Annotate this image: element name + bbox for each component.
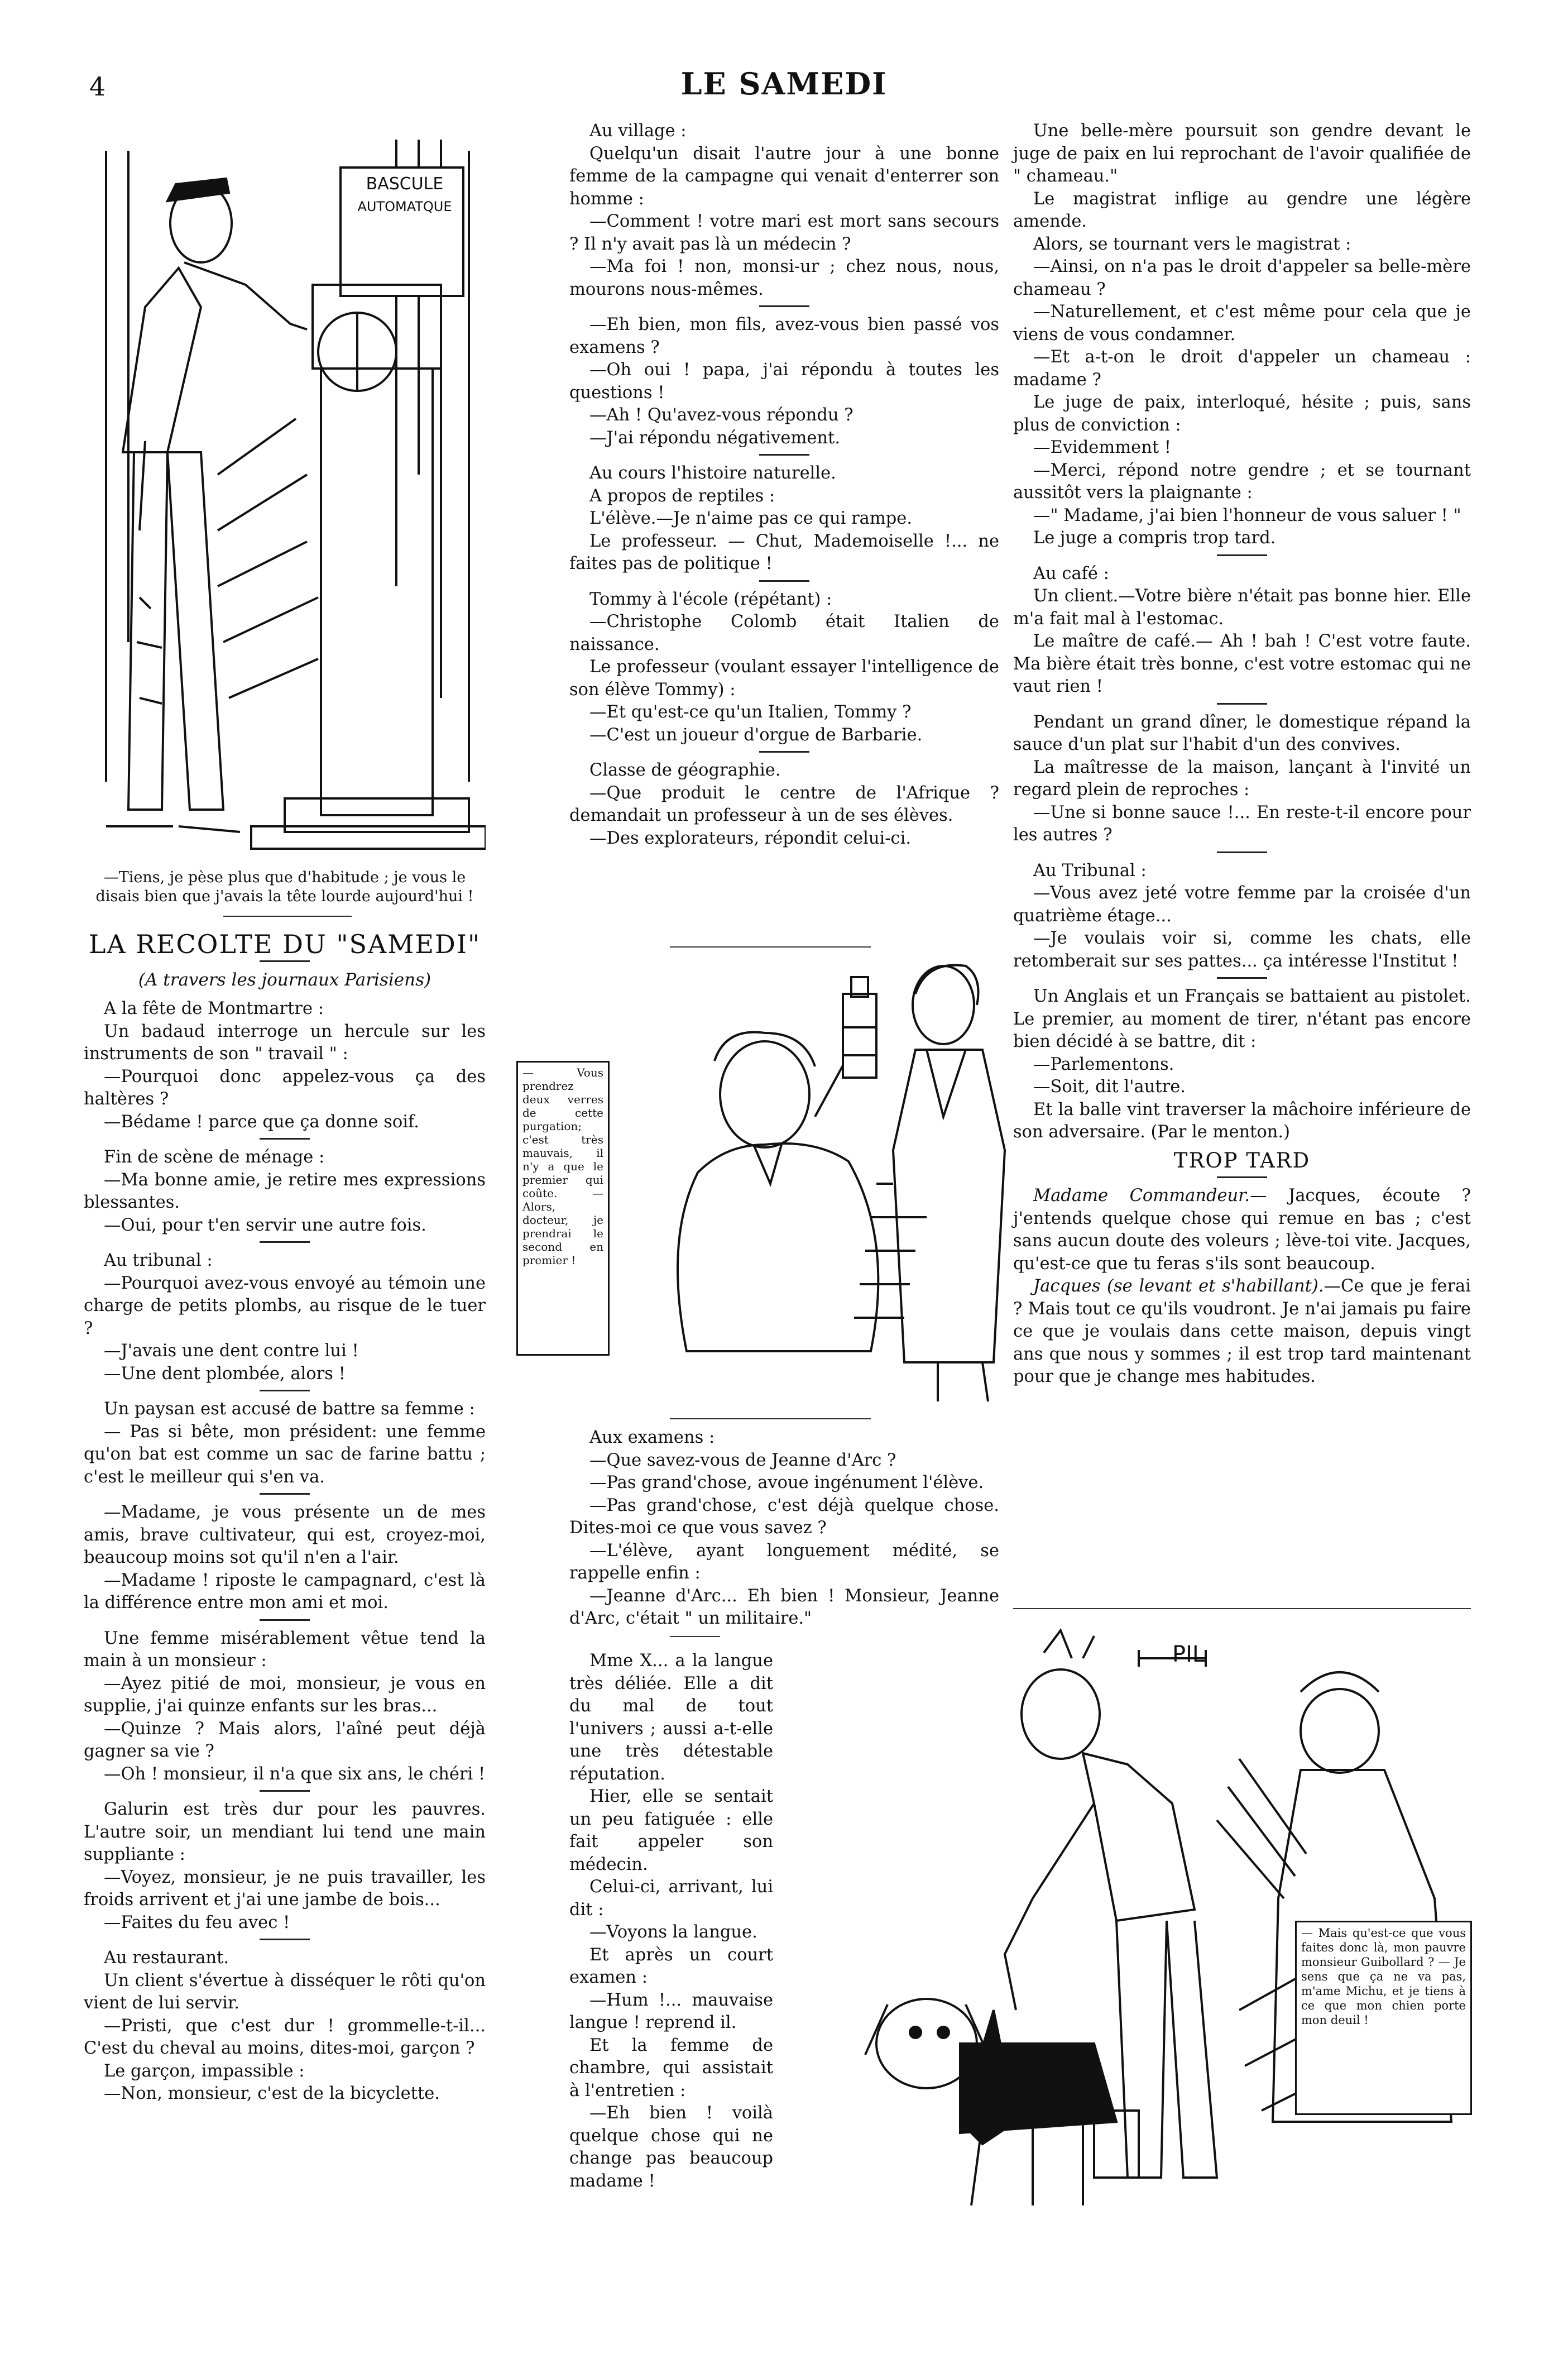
col1-p: —Ayez pitié de moi, monsieur, je vous en supplie, j'ai quinze enfants sur les bras... xyxy=(84,1673,486,1716)
col1-p: Galurin est très dur pour les pauvres. L'autre soir, un mendiant lui tend une main suppliante : xyxy=(84,1800,486,1864)
col2-p: A propos de reptiles : xyxy=(589,486,775,506)
col1-p: —Une dent plombée, alors ! xyxy=(104,1363,346,1384)
col2-p: —Et qu'est-ce qu'un Italien, Tommy ? xyxy=(589,702,912,722)
col3-p: —Ainsi, on n'a pas le droit d'appeler sa belle-mère chameau ? xyxy=(1013,257,1471,299)
col2-p: Le professeur. — Chut, Mademoiselle !... ne faites pas de politique ! xyxy=(569,531,999,573)
col2-p: —Comment ! votre mari est mort sans secours ? Il n'y avait pas là un médecin ? xyxy=(569,212,999,254)
col3-p: Au Tribunal : xyxy=(1033,860,1147,881)
col1-p: —Oui, pour t'en servir une autre fois. xyxy=(104,1215,426,1235)
column-3 xyxy=(1013,120,1471,1389)
col2b-p: —Pas grand'chose, c'est déjà quelque chose. Dites-moi ce que vous savez ? xyxy=(569,1495,999,1538)
col2b-p: —L'élève, ayant longuement médité, se rappelle enfin : xyxy=(569,1540,999,1583)
col1-p: Le garçon, impassible : xyxy=(104,2061,305,2081)
trop-tard-speaker1: Madame Commandeur. xyxy=(1033,1186,1250,1205)
col1-p: Un client s'évertue à disséquer le rôti qu'on vient de lui servir. xyxy=(84,1970,486,2013)
col2c-p: Et après un court examen : xyxy=(569,1945,773,1987)
col1-p: —Pristi, que c'est dur ! grommelle-t-il... C'est du cheval au moins, dites-moi, garçon ? xyxy=(84,2016,486,2058)
illustration-man-scale xyxy=(84,140,486,860)
col1-p: —Madame, je vous présente un de mes amis, brave cultivateur, qui est, croyez-moi, beaucoup moins sot qu'il n'en a l'air. xyxy=(84,1503,486,1567)
col1-p: —Quinze ? Mais alors, l'aîné peut déjà gagner sa vie ? xyxy=(84,1719,486,1761)
trop-tard-p2 xyxy=(1013,1275,1471,1389)
col3-p: Au café : xyxy=(1033,563,1109,583)
col2c-p: Celui-ci, arrivant, lui dit : xyxy=(569,1877,773,1920)
col2c-p: —Voyons la langue. xyxy=(589,1922,757,1942)
col3-p: Le maître de café.— Ah ! bah ! C'est votre faute. Ma bière était très bonne, c'est votre estomac qui ne vaut rien ! xyxy=(1013,631,1471,696)
col2-p: —C'est un joueur d'orgue de Barbarie. xyxy=(589,725,923,745)
col2c-p: Hier, elle se sentait un peu fatiguée : elle fait appeler son médecin. xyxy=(569,1787,773,1874)
section-title: LA RECOLTE DU "SAMEDI" xyxy=(88,929,481,959)
col2-p: Au village : xyxy=(589,121,687,141)
col1-p: —Bédame ! parce que ça donne soif. xyxy=(104,1112,419,1132)
col1-p: —Faites du feu avec ! xyxy=(104,1912,290,1932)
doctor-speech-box: — Vous prendrez deux verres de cette purgation; c'est très mauvais, il n'y a que le premier qui coûte. — Alors, docteur, je prendrai le second en premier ! xyxy=(516,1061,610,1356)
col3-p: —Evidemment ! xyxy=(1033,438,1172,457)
col1-p: —Voyez, monsieur, je ne puis travailler, les froids arrivent et j'ai une jambe de bois... xyxy=(84,1867,486,1910)
col3-p: —Une si bonne sauce !... En reste-t-il encore pour les autres ? xyxy=(1013,802,1471,845)
col1-p: Une femme misérablement vêtue tend la main à un monsieur : xyxy=(84,1628,486,1671)
col2-p: —Que produit le centre de l'Afrique ? demandait un professeur à un de ses élèves. xyxy=(569,783,999,825)
col2-p: L'élève.—Je n'aime pas ce qui rampe. xyxy=(589,509,913,528)
col3-p: Alors, se tournant vers le magistrat : xyxy=(1033,234,1351,254)
col1-p: —Madame ! riposte le campagnard, c'est là la différence entre mon ami et moi. xyxy=(84,1570,486,1613)
column-2-bottom xyxy=(569,1427,999,1630)
col3-p: La maîtresse de la maison, lançant à l'invité un regard plein de reproches : xyxy=(1013,757,1471,800)
trop-tard-text1: — Jacques, écoute ? j'entends quelque chose qui remue en bas ; c'est sans aucun doute des voleurs ; lève-toi vite. Jacques, qu'est-ce que tu feras s'ils sont beaucoup. xyxy=(1013,1186,1471,1274)
col3-p: Le magistrat inflige au gendre une légère amende. xyxy=(1013,189,1471,231)
trop-tard-title: TROP TARD xyxy=(1173,1148,1311,1173)
col3-p: Une belle-mère poursuit son gendre devant le juge de paix en lui reprochant de l'avoir qualifiée de " chameau." xyxy=(1013,121,1471,186)
col2-p: —Eh bien, mon fils, avez-vous bien passé vos examens ? xyxy=(569,315,999,357)
col1-p: Un paysan est accusé de battre sa femme : xyxy=(104,1399,475,1419)
col2-p: Quelqu'un disait l'autre jour à une bonne femme de la campagne qui venait d'enterrer son homme : xyxy=(569,143,999,209)
col1-p: —Non, monsieur, c'est de la bicyclette. xyxy=(104,2084,440,2103)
section-subtitle: (A travers les journaux Parisiens) xyxy=(138,969,431,990)
column-2-narrow xyxy=(569,1650,773,2193)
col1-p: —Pourquoi avez-vous envoyé au témoin une charge de petits plombs, au risque de le tuer ? xyxy=(84,1273,486,1338)
col3-p: —" Madame, j'ai bien l'honneur de vous saluer ! " xyxy=(1033,505,1461,525)
col1-p: —Pourquoi donc appelez-vous ça des haltères ? xyxy=(84,1066,486,1109)
col3-p: —Merci, répond notre gendre ; et se tournant aussitôt vers la plaignante : xyxy=(1013,460,1471,503)
col2-p: —Oh oui ! papa, j'ai répondu à toutes les questions ! xyxy=(569,360,999,403)
col3-p: Le juge a compris trop tard. xyxy=(1033,528,1276,548)
col3-p: —Soit, dit l'autre. xyxy=(1033,1077,1186,1097)
col2-p: —Ah ! Qu'avez-vous répondu ? xyxy=(589,405,853,425)
col3-p: Un Anglais et un Français se battaient au pistolet. Le premier, au moment de tirer, n'étant pas encore bien décidé à se battre, dit : xyxy=(1013,987,1471,1051)
col3-p: —Naturellement, et c'est même pour cela que je viens de vous condamner. xyxy=(1013,302,1471,345)
col1-p: —Oh ! monsieur, il n'a que six ans, le chéri ! xyxy=(104,1764,486,1784)
col2c-p: Mme X... a la langue très déliée. Elle a dit du mal de tout l'univers ; aussi a-t-elle une très détestable réputation. xyxy=(569,1651,773,1784)
sign-automatique: AUTOMATQUE xyxy=(357,199,452,214)
col2-p: —Des explorateurs, répondit celui-ci. xyxy=(589,828,912,848)
column-1 xyxy=(84,930,486,2106)
col2-p: Au cours l'histoire naturelle. xyxy=(589,463,836,483)
col3-p: —Je voulais voir si, comme les chats, elle retomberait sur ses pattes... ça intéresse l'Institut ! xyxy=(1013,929,1471,971)
col2b-p: —Que savez-vous de Jeanne d'Arc ? xyxy=(589,1450,896,1470)
column-2 xyxy=(569,120,999,850)
col2c-p: —Eh bien ! voilà quelque chose qui ne change pas beaucoup madame ! xyxy=(569,2103,773,2191)
wall-sign-pil: PIL xyxy=(1172,1642,1205,1667)
col2c-p: —Hum !... mauvaise langue ! reprend il. xyxy=(569,1990,773,2032)
col3-p: Et la balle vint traverser la mâchoire inférieure de son adversaire. (Par le menton.) xyxy=(1013,1099,1471,1142)
col1-p: —J'avais une dent contre lui ! xyxy=(104,1341,359,1361)
col1-p: — Pas si bête, mon président: une femme qu'on bat est comme un sac de farine battu ; c'est le meilleur qui s'en va. xyxy=(84,1422,486,1487)
col2b-p: Aux examens : xyxy=(589,1428,715,1447)
col2c-p: Et la femme de chambre, qui assistait à l'entretien : xyxy=(569,2035,773,2101)
trop-tard-text2: —Ce que je ferai ? Mais tout ce qu'ils voudront. Je n'ai jamais pu faire ce que je voulais dans cette maison, depuis vingt ans que nous y sommes ; il est trop tard maintenant pour que je change mes habitudes. xyxy=(1013,1276,1471,1386)
col2-p: Tommy à l'école (répétant) : xyxy=(589,589,832,609)
col3-p: —Vous avez jeté votre femme par la croisée d'un quatrième étage... xyxy=(1013,883,1471,926)
col2b-p: —Jeanne d'Arc... Eh bien ! Monsieur, Jeanne d'Arc, c'était " un militaire." xyxy=(569,1586,999,1628)
col2-p: Le professeur (voulant essayer l'intelligence de son élève Tommy) : xyxy=(569,657,999,700)
col3-p: —Et a-t-on le droit d'appeler un chameau : madame ? xyxy=(1013,347,1471,390)
col2-p: Classe de géographie. xyxy=(589,760,781,780)
col3-p: Un client.—Votre bière n'était pas bonne hier. Elle m'a fait mal à l'estomac. xyxy=(1013,586,1471,629)
col1-p: Au restaurant. xyxy=(104,1948,229,1968)
sign-bascule: BASCULE xyxy=(366,174,444,194)
newspaper-title: LE SAMEDI xyxy=(680,66,888,102)
col1-p: Au tribunal : xyxy=(104,1251,213,1270)
col1-p: —Ma bonne amie, je retire mes expressions blessantes. xyxy=(84,1170,486,1212)
col2-p: —J'ai répondu négativement. xyxy=(589,428,841,448)
col3-p: Pendant un grand dîner, le domestique répand la sauce d'un plat sur l'habit d'un des convives. xyxy=(1013,712,1471,754)
col2b-p: —Pas grand'chose, avoue ingénument l'élève. xyxy=(589,1473,984,1492)
col3-p: Le juge de paix, interloqué, hésite ; puis, sans plus de conviction : xyxy=(1013,393,1471,435)
col1-p: A la fête de Montmartre : xyxy=(104,999,324,1018)
col2-p: —Christophe Colomb était Italien de naissance. xyxy=(569,612,999,654)
trop-tard-p1 xyxy=(1013,1185,1471,1275)
col3-p: —Parlementons. xyxy=(1033,1054,1174,1074)
col2-p: —Ma foi ! non, monsi-ur ; chez nous, nous, mourons nous-mêmes. xyxy=(569,257,999,299)
col1-p: Un badaud interroge un hercule sur les instruments de son " travail " : xyxy=(84,1021,486,1064)
col1-p: Fin de scène de ménage : xyxy=(104,1147,325,1167)
trop-tard-speaker2: Jacques (se levant et s'habillant). xyxy=(1033,1276,1324,1296)
page-number: 4 xyxy=(89,71,106,102)
illustration-1-caption: —Tiens, je pèse plus que d'habitude ; je vous le disais bien que j'avais la tête lourde aujourd'hui ! xyxy=(95,869,474,905)
maid-speech-box: — Mais qu'est-ce que vous faites donc là, mon pauvre monsieur Guibollard ? — Je sens que ça ne va pas, m'ame Michu, et je tiens à ce que mon chien porte mon deuil ! xyxy=(1295,1921,1472,2115)
